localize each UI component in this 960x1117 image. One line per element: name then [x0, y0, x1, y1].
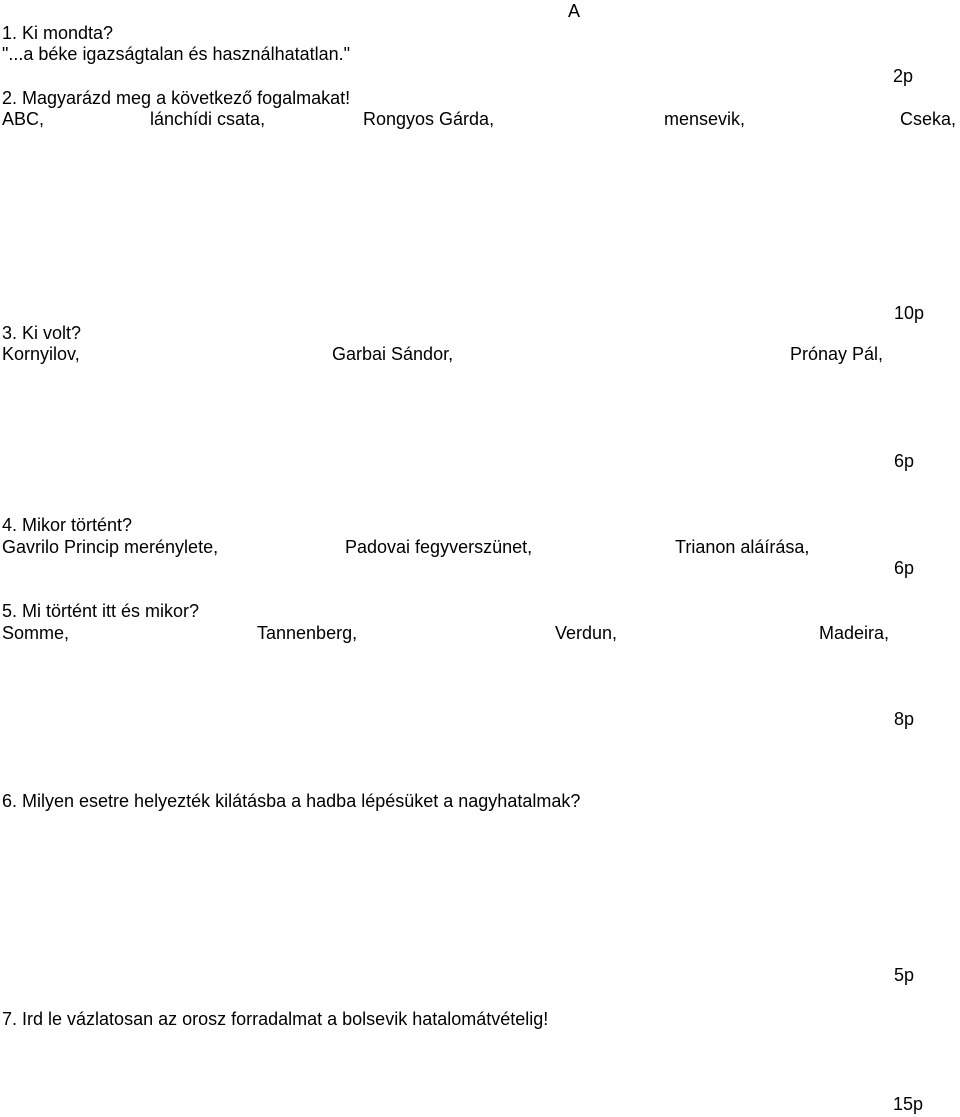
question-5-place-1: Somme, — [2, 623, 70, 643]
question-2-term-5: Cseka, — [900, 109, 957, 129]
question-1-quote: "...a béke igazságtalan és használhatatlan." — [2, 44, 351, 64]
question-5-prompt: 5. Mi történt itt és mikor? — [2, 601, 200, 621]
variant-label: A — [568, 1, 581, 21]
question-5-place-3: Verdun, — [555, 623, 618, 643]
question-2-prompt: 2. Magyarázd meg a következő fogalmakat! — [2, 88, 351, 108]
question-4-event-2: Padovai fegyverszünet, — [345, 537, 533, 557]
question-4-prompt: 4. Mikor történt? — [2, 515, 133, 535]
question-3-points: 6p — [894, 451, 915, 471]
question-3-person-3: Prónay Pál, — [790, 344, 884, 364]
question-4-event-3: Trianon aláírása, — [675, 537, 810, 557]
question-1-prompt: 1. Ki mondta? — [2, 23, 114, 43]
question-4-points: 6p — [894, 558, 915, 578]
question-6-points: 5p — [894, 965, 915, 985]
question-2-points: 10p — [894, 303, 925, 323]
question-3-person-2: Garbai Sándor, — [332, 344, 454, 364]
question-5-points: 8p — [894, 709, 915, 729]
question-2-term-3: Rongyos Gárda, — [363, 109, 495, 129]
question-5-place-2: Tannenberg, — [257, 623, 358, 643]
question-5-place-4: Madeira, — [819, 623, 890, 643]
question-1-points: 2p — [893, 66, 914, 86]
question-2-term-1: ABC, — [2, 109, 45, 129]
question-7-points: 15p — [893, 1094, 924, 1114]
question-3-prompt: 3. Ki volt? — [2, 323, 82, 343]
question-2-term-4: mensevik, — [664, 109, 746, 129]
question-2-term-2: lánchídi csata, — [150, 109, 266, 129]
question-3-person-1: Kornyilov, — [2, 344, 80, 364]
question-7-prompt: 7. Ird le vázlatosan az orosz forradalmat a bolsevik hatalomátvételig! — [2, 1009, 549, 1029]
question-6-prompt: 6. Milyen esetre helyezték kilátásba a hadba lépésüket a nagyhatalmak? — [2, 791, 581, 811]
question-4-event-1: Gavrilo Princip merénylete, — [2, 537, 219, 557]
